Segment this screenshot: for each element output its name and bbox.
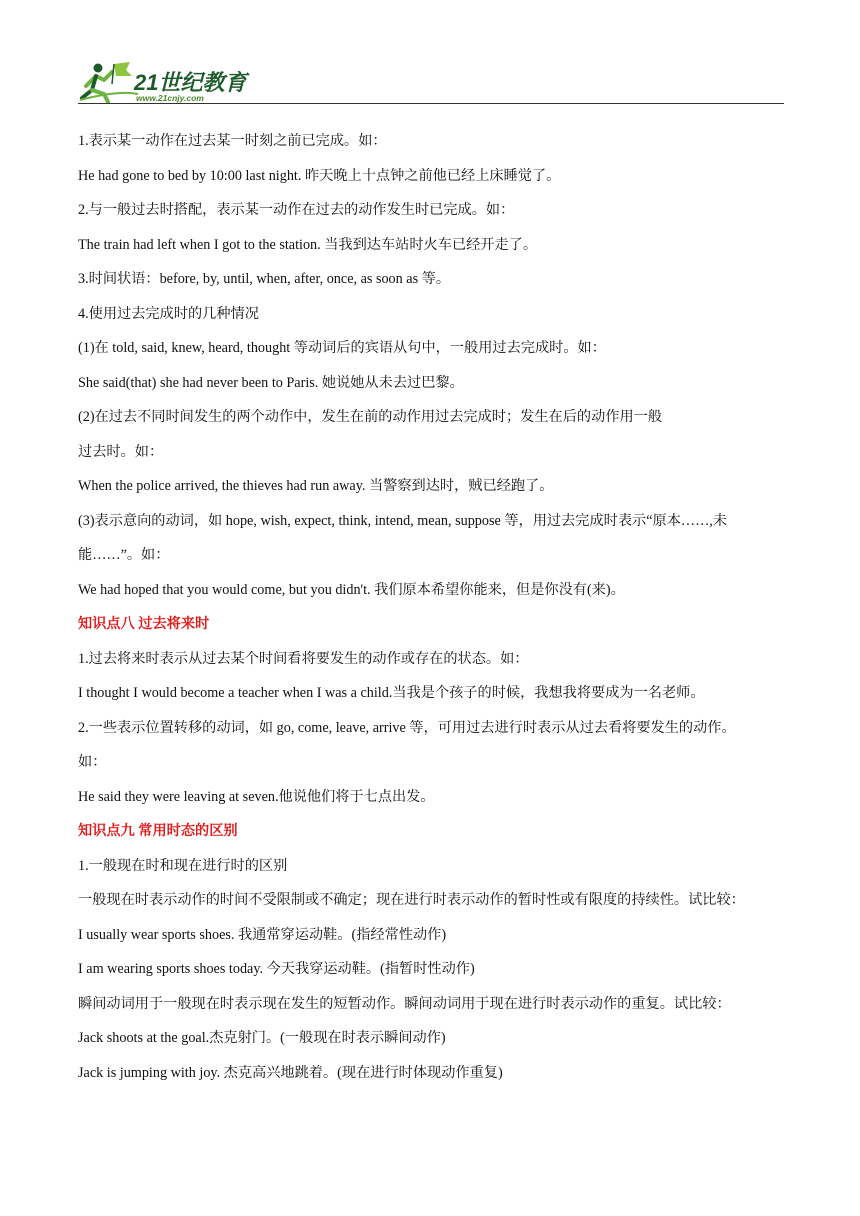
text-line: 3.时间状语：before, by, until, when, after, once, as soon as 等。 bbox=[78, 271, 451, 287]
text-line: 4.使用过去完成时的几种情况 bbox=[78, 305, 259, 322]
text-line: 2.与一般过去时搭配，表示某一动作在过去的动作发生时已完成。如： bbox=[78, 202, 515, 218]
text-line: (3)表示意向的动词，如 hope, wish, expect, think, intend, mean, suppose 等，用过去完成时表示“原本……,未 bbox=[78, 512, 728, 529]
logo-url: www.21cnjy.com bbox=[136, 93, 204, 103]
text-line: The train had left when I got to the station. 当我到达车站时火车已经开走了。 bbox=[78, 236, 538, 253]
document-body bbox=[78, 124, 788, 1090]
text-line: He said they were leaving at seven.他说他们将于七点出发。 bbox=[78, 788, 435, 805]
text-line: We had hoped that you would come, but you didn't. 我们原本希望你能来，但是你没有(来)。 bbox=[78, 581, 625, 598]
text-line: When the police arrived, the thieves had run away. 当警察到达时，贼已经跑了。 bbox=[78, 478, 554, 494]
text-line: 1.表示某一动作在过去某一时刻之前已完成。如： bbox=[78, 133, 387, 149]
text-line: 瞬间动词用于一般现在时表示现在发生的短暂动作。瞬间动词用于现在进行时表示动作的重复。试比较： bbox=[78, 995, 731, 1012]
text-line: Jack is jumping with joy. 杰克高兴地跳着。(现在进行时体现动作重复) bbox=[78, 1064, 503, 1081]
text-line: 2.一些表示位置转移的动词，如 go, come, leave, arrive 等，可用过去进行时表示从过去看将要发生的动作。 bbox=[78, 719, 736, 736]
text-line: (2)在过去不同时间发生的两个动作中，发生在前的动作用过去完成时；发生在后的动作用一般 bbox=[78, 409, 663, 425]
section-heading: 知识点八 过去将来时 bbox=[78, 616, 210, 632]
runner-logo-icon bbox=[78, 60, 253, 104]
logo-text: 21世纪教育 bbox=[134, 70, 247, 95]
text-line: (1)在 told, said, knew, heard, thought 等动词后的宾语从句中，一般用过去完成时。如： bbox=[78, 340, 606, 356]
header-divider bbox=[78, 103, 784, 104]
text-line: He had gone to bed by 10:00 last night. 昨天晚上十点钟之前他已经上床睡觉了。 bbox=[78, 167, 561, 184]
text-line: 过去时。如： bbox=[78, 443, 164, 460]
text-line: 如： bbox=[78, 754, 107, 770]
text-line: 能……”。如： bbox=[78, 547, 170, 563]
text-line: I thought I would become a teacher when I was a child.当我是个孩子的时候，我想我将要成为一名老师。 bbox=[78, 685, 705, 701]
page-header bbox=[78, 54, 784, 106]
text-line: I usually wear sports shoes. 我通常穿运动鞋。(指经常性动作) bbox=[78, 926, 447, 943]
text-line: 1.一般现在时和现在进行时的区别 bbox=[78, 857, 288, 874]
text-line: She said(that) she had never been to Paris. 她说她从未去过巴黎。 bbox=[78, 374, 464, 391]
text-line: 1.过去将来时表示从过去某个时间看将要发生的动作或存在的状态。如： bbox=[78, 650, 529, 667]
text-line: I am wearing sports shoes today. 今天我穿运动鞋。(指暂时性动作) bbox=[78, 961, 475, 977]
section-heading: 知识点九 常用时态的区别 bbox=[78, 823, 238, 839]
site-logo bbox=[78, 60, 253, 104]
text-line: Jack shoots at the goal.杰克射门。(一般现在时表示瞬间动作) bbox=[78, 1030, 446, 1046]
text-line: 一般现在时表示动作的时间不受限制或不确定；现在进行时表示动作的暂时性或有限度的持续性。试比较： bbox=[78, 892, 745, 908]
